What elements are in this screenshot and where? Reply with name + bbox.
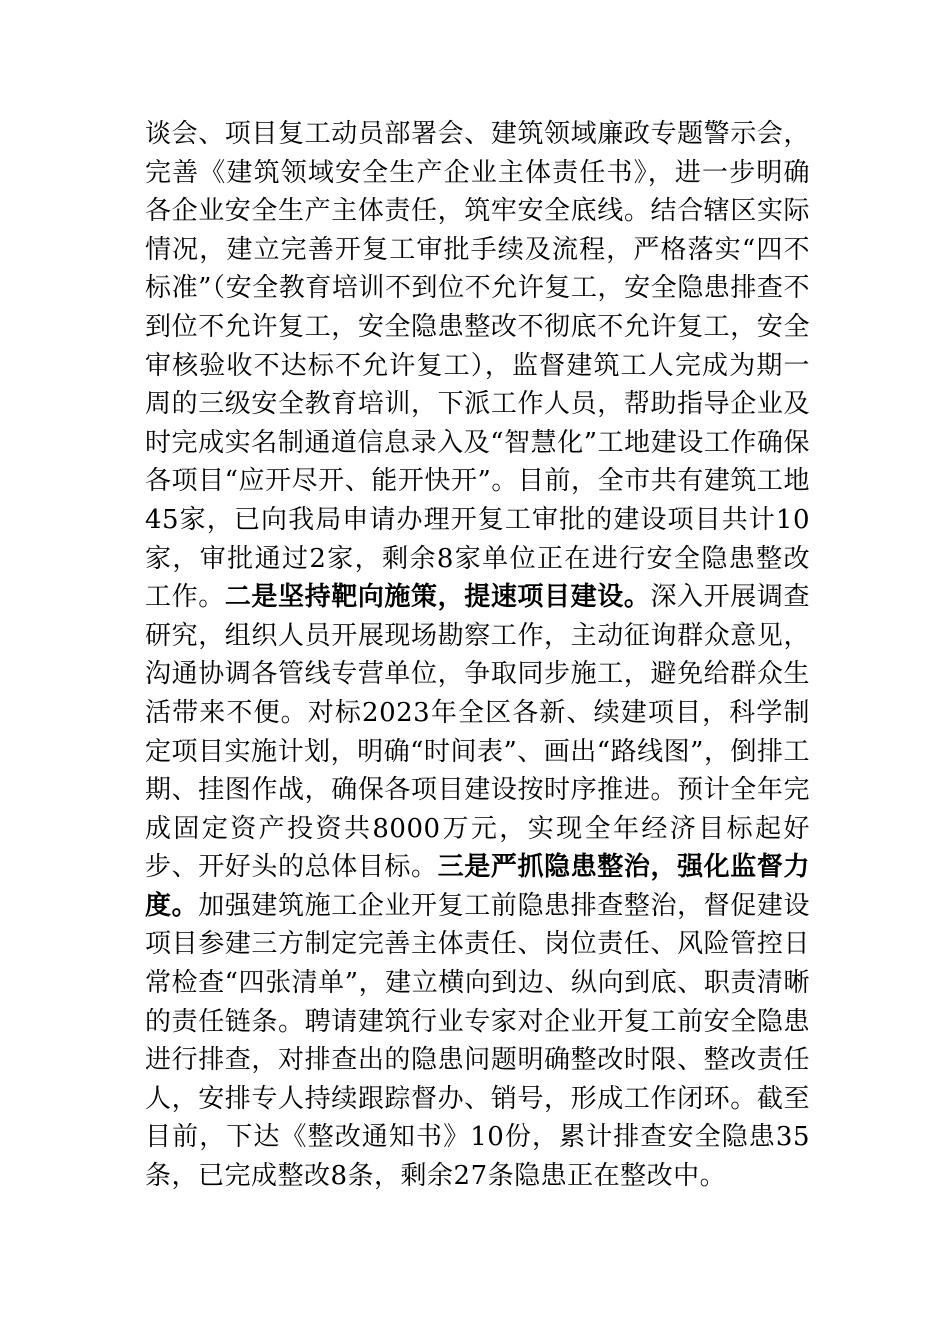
section-heading-3: 三是严抓隐患整治，强化监督力度。 <box>145 852 810 921</box>
paragraph-text: 加强建筑施工企业开复工前隐患排查整治，督促建设项目参建三方制定完善主体责任、岗位责任、风险管控日常检查“四张清单”，建立横向到边、纵向到底、职责清晰的责任链条。聘请建筑行业专家对企业开复工前安全隐患进行排查，对排查出的隐患问题明确整改时限、整改责任人，安排专人持续跟踪督办、销号，形成工作闭环。截至目前，下达《整改通知书》10份，累计排查安全隐患35条，已完成整改8条，剩余27条隐患正在整改中。 <box>145 890 810 1192</box>
paragraph-text: 谈会、项目复工动员部署会、建筑领域廉政专题警示会，完善《建筑领域安全生产企业主体责任书》，进一步明确各企业安全生产主体责任，筑牢安全底线。结合辖区实际情况，建立完善开复工审批手续及流程，严格落实“四不标准”（安全教育培训不到位不允许复工，安全隐患排查不到位不允许复工，安全隐患整改不彻底不允许复工，安全审核验收不达标不允许复工），监督建筑工人完成为期一周的三级安全教育培训，下派工作人员，帮助指导企业及时完成实名制通道信息录入及“智慧化”工地建设工作确保各项目“应开尽开、能开快开”。目前，全市共有建筑工地45家，已向我局申请办理开复工审批的建设项目共计10家，审批通过2家，剩余8家单位正在进行安全隐患整改工作。 <box>145 119 810 613</box>
section-heading-2: 二是坚持靶向施策，提速项目建设。 <box>224 582 651 613</box>
paragraph-text: 深入开展调查研究，组织人员开展现场勘察工作，主动征询群众意见，沟通协调各管线专营单位，争取同步施工，避免给群众生活带来不便。对标2023年全区各新、续建项目，科学制定项目实施计划，明确“时间表”、画出“路线图”，倒排工期、挂图作战，确保各项目建设按时序推进。预计全年完成固定资产投资共8000万元，实现全年经济目标起好步、开好头的总体目标。 <box>145 582 810 883</box>
body-paragraph <box>145 115 810 1196</box>
